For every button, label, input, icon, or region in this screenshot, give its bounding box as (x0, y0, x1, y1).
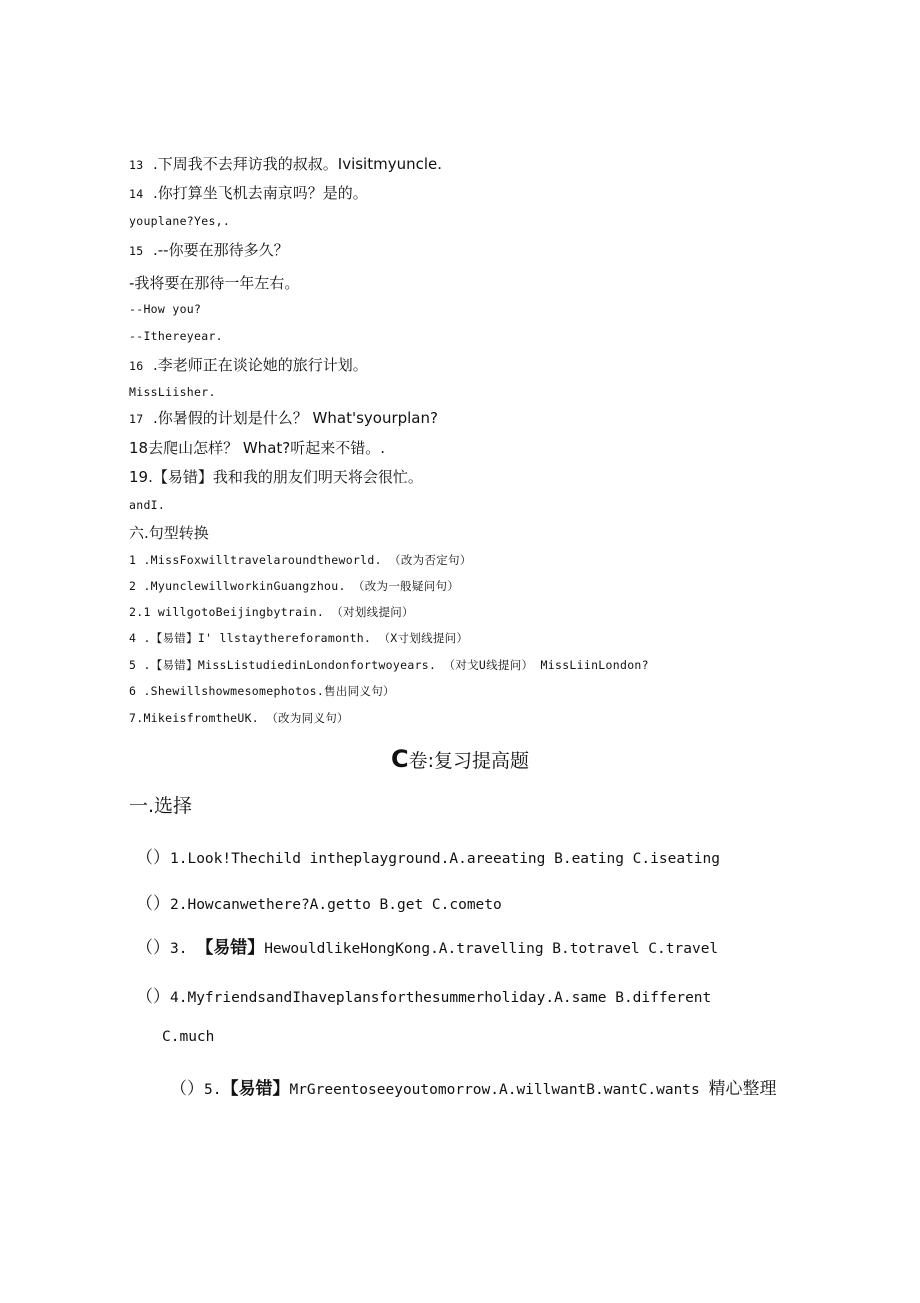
section-6-item-5: 5 .【易错】MissListudiedinLondonfortwoyears. （对戈U线提问） MissLiinLondon? (129, 658, 649, 672)
exercise-line-19-answer: andI. (129, 498, 166, 512)
title-rest: 卷:复习提高题 (408, 750, 530, 772)
question-text: MyfriendsandIhaveplansforthesummerholiday.A.same B.different (187, 990, 712, 1006)
tricky-tag: 【易错】 (221, 1079, 290, 1099)
question-text: Look!Thechild intheplayground.A.areeating B.eating C.iseating (187, 851, 720, 867)
exercise-line-14-answer: youplane?Yes,. (129, 214, 231, 228)
line-number: 17 (129, 412, 144, 426)
question-2 (136, 889, 502, 914)
line-text: .--你要在那待多久？ (153, 241, 289, 259)
line-number: 14 (129, 187, 144, 201)
section-1-title: 一.选择 (129, 795, 193, 817)
answer-blank: （） (136, 894, 170, 914)
question-1 (136, 843, 720, 868)
question-text: MrGreentoseeyoutomorrow.A.willwantB.wantC.wants (289, 1082, 700, 1098)
answer-blank: （） (170, 1079, 204, 1099)
question-3 (136, 933, 718, 958)
exercise-line-14 (129, 182, 368, 203)
exercise-line-16 (129, 354, 368, 375)
question-5 (170, 1074, 777, 1099)
question-4-option-c: C.much (162, 1029, 215, 1045)
title-letter: C (390, 745, 409, 773)
footer-note: 精心整理 (708, 1079, 777, 1099)
section-6-item-1: 1 .MissFoxwilltravelaroundtheworld. （改为否定句） (129, 553, 472, 567)
question-text: HewouldlikeHongKong.A.travelling B.totravel C.travel (264, 941, 719, 957)
exercise-line-16-answer: MissLiisher. (129, 385, 216, 399)
question-number: 4. (170, 990, 188, 1006)
answer-blank: （） (136, 938, 170, 958)
exercise-line-15-en2: --Ithereyear. (129, 329, 223, 343)
line-text: .下周我不去拜访我的叔叔。Ivisitmyuncle. (153, 155, 443, 173)
answer-blank: （） (136, 987, 170, 1007)
question-number: 5. (204, 1082, 222, 1098)
section-6-title: 六.句型转换 (129, 524, 209, 542)
exercise-line-15 (129, 239, 289, 260)
line-text: .你打算坐飞机去南京吗？是的。 (153, 184, 368, 202)
line-text: .李老师正在谈论她的旅行计划。 (153, 356, 368, 374)
section-6-item-3: 2.1 willgotoBeijingbytrain. （对划线提问） (129, 605, 414, 619)
line-text: .你暑假的计划是什么？ What'syourplan? (153, 409, 438, 427)
question-number: 3. (170, 941, 188, 957)
section-6-item-4: 4 .【易错】I' llstaythereforamonth. （X寸划线提问） (129, 631, 469, 645)
question-4 (136, 982, 711, 1007)
line-number: 16 (129, 359, 144, 373)
answer-blank: （） (136, 848, 170, 868)
section-6-item-2: 2 .MyunclewillworkinGuangzhou. （改为一般疑问句） (129, 579, 460, 593)
exercise-line-15-en1: --How you? (129, 302, 202, 316)
tricky-tag: 【易错】 (196, 938, 265, 958)
part-c-title (0, 745, 920, 773)
section-6-item-6: 6 .Shewillshowmesomephotos.售出同义句） (129, 684, 395, 698)
exercise-line-15-cn2: -我将要在那待一年左右。 (129, 274, 300, 292)
exercise-line-19: 19.【易错】我和我的朋友们明天将会很忙。 (129, 468, 423, 486)
question-number: 2. (170, 897, 188, 913)
line-number: 13 (129, 158, 144, 172)
question-number: 1. (170, 851, 188, 867)
line-number: 15 (129, 244, 144, 258)
question-text: Howcanwethere?A.getto B.get C.cometo (187, 897, 502, 913)
exercise-line-18: 18去爬山怎样？ What?听起来不错。. (129, 439, 385, 457)
exercise-line-17 (129, 407, 438, 428)
section-6-item-7: 7.MikeisfromtheUK. （改为同义句） (129, 711, 349, 725)
exercise-line-13 (129, 153, 442, 174)
